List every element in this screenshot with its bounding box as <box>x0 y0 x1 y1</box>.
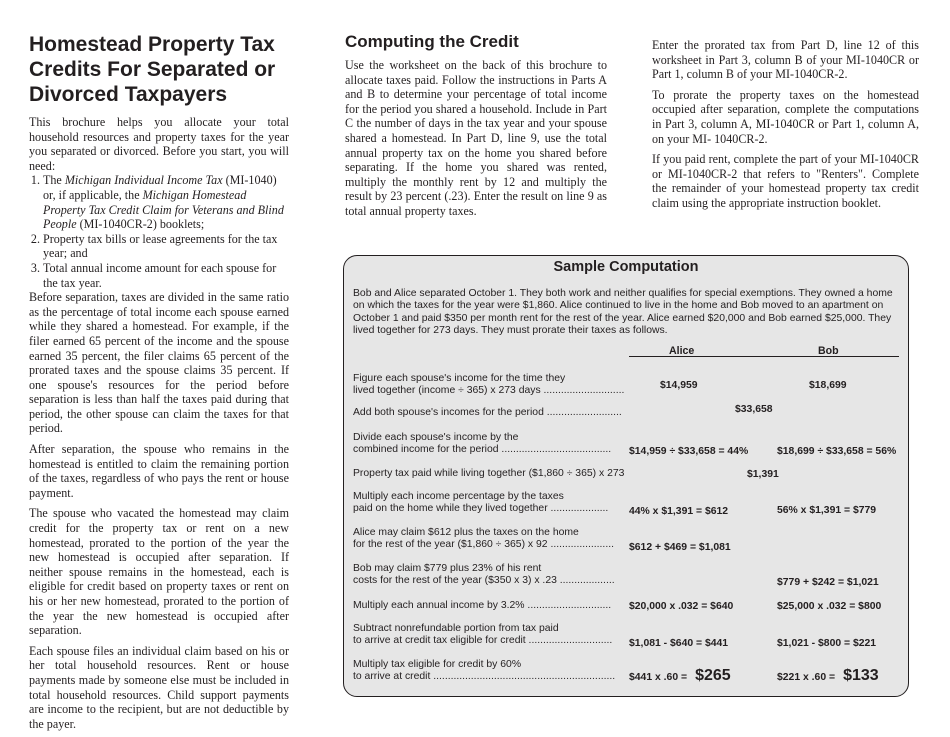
table-row: Add both spouse's incomes for the period .......................... <box>353 407 622 418</box>
list-item: 1. The Michigan Individual Income Tax (MI-1040) or, if applicable, the Michigan Homestead Property Tax Credit Claim for Veterans and Blind People (MI-1040CR-2) booklets; <box>43 173 289 231</box>
bob-value: $18,699 ÷ $33,658 = 56% <box>777 446 897 457</box>
header-divider <box>629 356 899 357</box>
bob-credit: $221 x .60 = $133 <box>777 667 879 684</box>
list-item: 2. Property tax bills or lease agreements for the tax year; and <box>43 232 289 261</box>
alice-value: 44% x $1,391 = $612 <box>629 506 729 517</box>
table-row: Multiply each annual income by 3.2% ............................. <box>353 600 612 611</box>
table-row: Multiply tax eligible for credit by 60% to arrive at credit ............................................................... <box>353 659 616 683</box>
alice-value: $1,081 - $640 = $441 <box>629 638 729 649</box>
table-row: Divide each spouse's income by the combined income for the period ...................................... <box>353 432 612 456</box>
computing-paragraph: Use the worksheet on the back of this brochure to allocate taxes paid. Follow the instructions in Parts A and B to determine your percentage of total income for the period you shared a household. Include in Part C the number of days in the tax year and your spouse shared a homestead. In Part D, line 9, use the total annual property tax on the home you shared before separating. If the home you shared was rented, multiply the monthly rent by 12 and multiply the result by 23 percent (.23). Enter the result on line 9 as total annual property taxes. <box>345 58 607 218</box>
table-row: Alice may claim $612 plus the taxes on the home for the rest of the year ($1,860 ÷ 365) x 92 ...................... <box>353 527 614 551</box>
bob-value: $779 + $242 = $1,021 <box>777 577 879 588</box>
alice-value: $14,959 ÷ $33,658 = 44% <box>629 446 749 457</box>
bob-credit-total: $133 <box>843 667 879 684</box>
after-separation-paragraph: After separation, the spouse who remains in the homestead is entitled to claim the remaining portion of the taxes, regardless of who pays the rent or house payment. <box>29 442 289 500</box>
vacated-spouse-paragraph: The spouse who vacated the homestead may claim credit for the property tax or rent on a new homestead, prorated to the portion of the year the new homestead is occupied after separation. If neither spouse remains in the homestead, each is eligible for credit based on property taxes or rent on his or her new homestead, prorated to the portion of the year the new homestead is occupied after separation. <box>29 506 289 638</box>
left-column <box>29 32 289 737</box>
sample-computation-box <box>343 255 909 697</box>
shared-tax-value: $1,391 <box>747 469 779 480</box>
alice-credit-total: $265 <box>695 667 731 684</box>
alice-value: $20,000 x .032 = $640 <box>629 601 734 612</box>
table-row: Figure each spouse's income for the time they lived together (income ÷ 365) x 273 days ............................ <box>353 373 625 397</box>
table-row: Property tax paid while living together ($1,860 ÷ 365) x 273 <box>353 468 625 479</box>
bob-value: $18,699 <box>809 380 847 391</box>
prorated-tax-paragraph: Enter the prorated tax from Part D, line 12 of this worksheet in Part 3, column B of your MI-1040CR or Part 1, column B of your MI-1040CR-2. <box>652 38 919 82</box>
alice-value: $14,959 <box>660 380 698 391</box>
table-row: Subtract nonrefundable portion from tax paid to arrive at credit tax eligible for credit ............................. <box>353 623 613 647</box>
sample-intro: Bob and Alice separated October 1. They both work and neither qualifies for special exemptions. They owned a home on which the taxes for the year were $1,860. Alice continued to live in the home and Bob moved to an apartment on October 1 and paid $350 per month rent for the rest of the year. Alice earned $20,000 and Bob earned $25,000. They lived together for 273 days. They must prorate their taxes as follows. <box>353 288 893 337</box>
alice-credit: $441 x .60 = $265 <box>629 667 731 684</box>
prorate-paragraph: To prorate the property taxes on the homestead occupied after separation, complete the computations in Part 3, column A, MI-1040CR or Part 1, column A, on your MI- 1040CR-2. <box>652 87 919 146</box>
requirements-list <box>29 173 289 290</box>
combined-value: $33,658 <box>735 404 773 415</box>
table-row: Multiply each income percentage by the taxes paid on the home while they lived together .................... <box>353 491 609 515</box>
bob-value: $1,021 - $800 = $221 <box>777 638 877 649</box>
table-row: Bob may claim $779 plus 23% of his rent costs for the rest of the year ($350 x 3) x .23 ................... <box>353 563 615 587</box>
page-title: Homestead Property Tax Credits For Separated or Divorced Taxpayers <box>29 33 276 106</box>
bob-value: $25,000 x .032 = $800 <box>777 601 882 612</box>
column-header-alice: Alice <box>669 345 695 357</box>
right-column <box>652 38 919 217</box>
bob-value: 56% x $1,391 = $779 <box>777 505 877 516</box>
middle-column <box>345 32 607 225</box>
intro-paragraph: This brochure helps you allocate your total household resources and property taxes for the year you separated or divorced. Before you start, you will need: <box>29 115 289 173</box>
alice-value: $612 + $469 = $1,081 <box>629 542 731 553</box>
rent-paragraph: If you paid rent, complete the part of your MI-1040CR or MI-1040CR-2 that refers to "Renters". Complete the remainder of your homestead property tax credit claim using the appropriate instruction booklet. <box>652 152 919 210</box>
before-separation-paragraph: Before separation, taxes are divided in the same ratio as the percentage of total income each spouse earned while they shared a homestead. For example, if the filer earned 65 percent of the income and the spouse earned 35 percent, the filer claims 65 percent of the prorated taxes and the spouse claims 35 percent. If one spouse's resources for the period before separation is less than half the taxes paid during that period, the other spouse can claim the taxes for that period. <box>29 290 289 436</box>
sample-heading: Sample Computation <box>553 259 699 275</box>
column-header-bob: Bob <box>818 345 839 357</box>
individual-claim-paragraph: Each spouse files an individual claim based on his or her total household resources. Rent or house payments made by someone else must be included in total household resources. Child support payments are income to the recipient, but are not deductible by the payer. <box>29 643 289 731</box>
section-heading: Computing the Credit <box>345 32 519 51</box>
list-item: 3. Total annual income amount for each spouse for the tax year. <box>43 261 289 290</box>
